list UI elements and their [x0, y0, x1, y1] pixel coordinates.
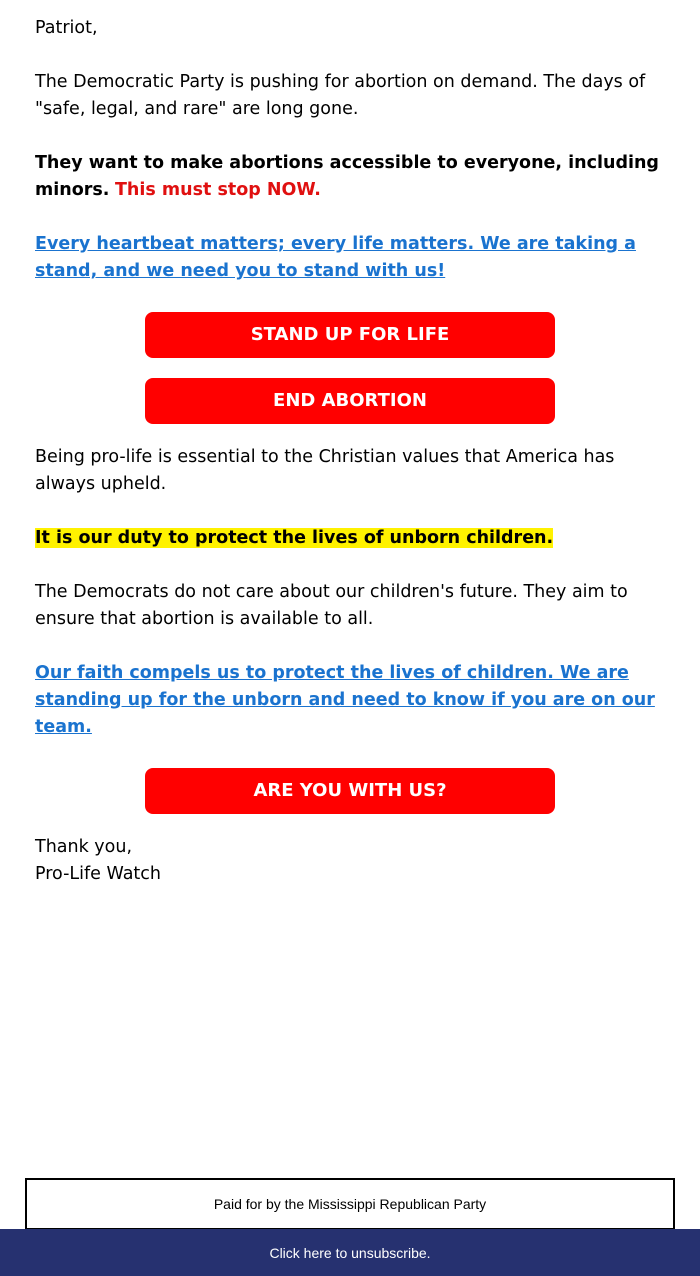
paid-for-text: Paid for by the Mississippi Republican Party — [213, 1196, 487, 1212]
intro-paragraph: The Democratic Party is pushing for abortion on demand. The days of "safe, legal, and rare" are long gone. — [35, 72, 646, 119]
greeting: Patriot, — [35, 18, 98, 38]
button-group-1 — [35, 312, 665, 424]
paid-for-disclaimer — [25, 1178, 675, 1230]
signoff — [35, 834, 665, 888]
link-paragraph-1 — [35, 231, 665, 285]
heartbeat-link[interactable]: Every heartbeat matters; every life matters. We are taking a stand, and we need you to stand with us! — [35, 234, 636, 281]
values-paragraph: Being pro-life is essential to the Christian values that America has always upheld. — [35, 447, 615, 494]
unsubscribe-bar — [0, 1229, 700, 1276]
alert-paragraph — [35, 150, 665, 204]
signoff-thanks: Thank you, — [35, 837, 133, 857]
signoff-sender: Pro-Life Watch — [35, 864, 161, 884]
are-you-with-us-button[interactable]: ARE YOU WITH US? — [145, 768, 555, 814]
email-body — [35, 15, 665, 915]
alert-bold-text: They want to make abortions accessible to everyone, including minors. — [35, 153, 659, 200]
link-paragraph-2 — [35, 660, 665, 741]
end-abortion-button[interactable]: END ABORTION — [145, 378, 555, 424]
unsubscribe-link[interactable]: Click here to unsubscribe. — [269, 1244, 431, 1261]
democrats-paragraph: The Democrats do not care about our children's future. They aim to ensure that abortion is available to all. — [35, 582, 628, 629]
button-group-2 — [35, 768, 665, 814]
alert-red-text: This must stop NOW. — [115, 180, 321, 200]
faith-link[interactable]: Our faith compels us to protect the lives of children. We are standing up for the unborn and need to know if you are on our team. — [35, 663, 655, 737]
stand-up-for-life-button[interactable]: STAND UP FOR LIFE — [145, 312, 555, 358]
duty-paragraph — [35, 525, 665, 552]
highlighted-text: It is our duty to protect the lives of unborn children. — [35, 528, 554, 548]
